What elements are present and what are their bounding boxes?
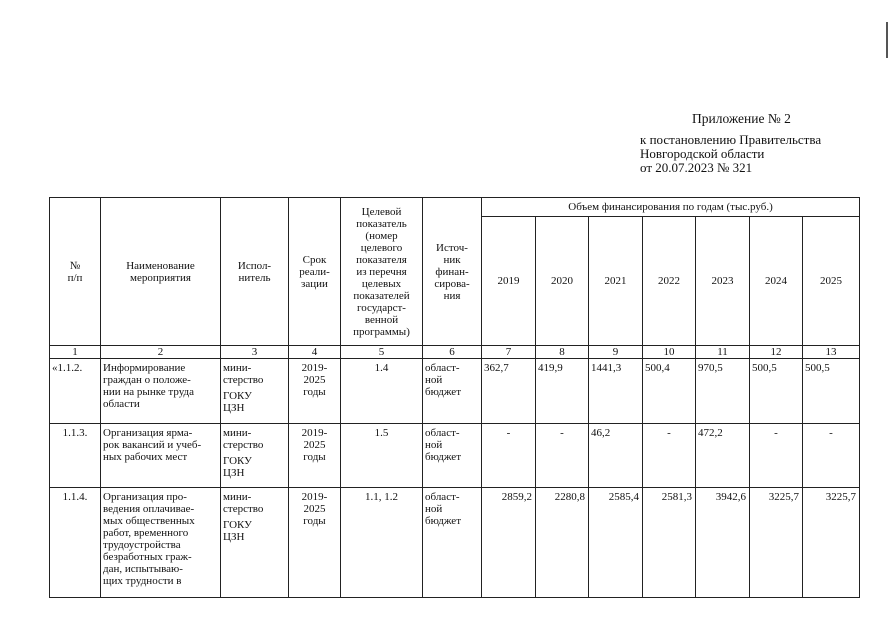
appendix-header <box>640 112 890 175</box>
row-executor-ministry: мини- стерство <box>223 491 264 515</box>
appendix-line-2: Новгородской области <box>640 146 765 161</box>
row-value: 2859,2 <box>482 488 536 598</box>
row-executor <box>221 359 289 424</box>
header-num: № п/п <box>50 198 101 346</box>
row-value: 500,5 <box>803 359 860 424</box>
row-value: 2585,4 <box>589 488 643 598</box>
header-year: 2024 <box>750 217 803 346</box>
row-value: 472,2 <box>696 424 750 488</box>
scan-edge-mark <box>886 22 888 58</box>
row-name: Информирование граждан о положе- нии на рынке труда области <box>101 359 221 424</box>
column-number: 10 <box>643 346 696 359</box>
row-value: 3225,7 <box>803 488 860 598</box>
appendix-line-3: от 20.07.2023 № 321 <box>640 160 753 175</box>
row-value: 419,9 <box>536 359 589 424</box>
header-year: 2023 <box>696 217 750 346</box>
row-term: 2019- 2025 годы <box>289 424 341 488</box>
column-number: 12 <box>750 346 803 359</box>
table-row <box>50 424 860 488</box>
row-term: 2019- 2025 годы <box>289 359 341 424</box>
column-number: 8 <box>536 346 589 359</box>
header-funding: Объем финансирования по годам (тыс.руб.) <box>482 198 860 217</box>
header-year: 2025 <box>803 217 860 346</box>
column-number-row <box>50 346 860 359</box>
column-number: 6 <box>423 346 482 359</box>
row-value: 3942,6 <box>696 488 750 598</box>
row-target: 1.5 <box>341 424 423 488</box>
header-term: Срок реали- зации <box>289 198 341 346</box>
row-value: - <box>536 424 589 488</box>
row-value: 500,4 <box>643 359 696 424</box>
row-target: 1.4 <box>341 359 423 424</box>
row-value: - <box>750 424 803 488</box>
row-value: 46,2 <box>589 424 643 488</box>
row-value: 1441,3 <box>589 359 643 424</box>
row-value: - <box>643 424 696 488</box>
row-executor <box>221 424 289 488</box>
column-number: 9 <box>589 346 643 359</box>
row-value: 3225,7 <box>750 488 803 598</box>
row-source: област- ной бюджет <box>423 488 482 598</box>
header-name: Наименование мероприятия <box>101 198 221 346</box>
row-value: 2581,3 <box>643 488 696 598</box>
header-target: Целевой показатель (номер целевого показателя из перечня целевых показателей государст- венной программы) <box>341 198 423 346</box>
row-value: - <box>803 424 860 488</box>
column-number: 13 <box>803 346 860 359</box>
header-executor: Испол- нитель <box>221 198 289 346</box>
appendix-line-1: к постановлению Правительства <box>640 132 822 147</box>
row-name: Организация про- ведения оплачивае- мых общественных работ, временного трудоустройства безработных граж- дан, испытываю- щих трудности в <box>101 488 221 598</box>
row-number: 1.1.3. <box>50 424 101 488</box>
row-number: 1.1.4. <box>50 488 101 598</box>
appendix-title: Приложение № 2 <box>692 111 791 126</box>
table-row <box>50 359 860 424</box>
row-term: 2019- 2025 годы <box>289 488 341 598</box>
row-value: 362,7 <box>482 359 536 424</box>
column-number: 4 <box>289 346 341 359</box>
row-executor <box>221 488 289 598</box>
column-number: 2 <box>101 346 221 359</box>
row-executor-center: ГОКУ ЦЗН <box>223 455 252 479</box>
row-executor-center: ГОКУ ЦЗН <box>223 519 252 543</box>
row-value: 2280,8 <box>536 488 589 598</box>
table-row <box>50 488 860 598</box>
row-source: област- ной бюджет <box>423 359 482 424</box>
row-executor-ministry: мини- стерство <box>223 427 264 451</box>
row-number: «1.1.2. <box>50 359 101 424</box>
header-year: 2019 <box>482 217 536 346</box>
column-number: 7 <box>482 346 536 359</box>
column-number: 1 <box>50 346 101 359</box>
header-year: 2021 <box>589 217 643 346</box>
row-value: 500,5 <box>750 359 803 424</box>
row-executor-ministry: мини- стерство <box>223 362 264 386</box>
column-number: 5 <box>341 346 423 359</box>
row-executor-center: ГОКУ ЦЗН <box>223 390 252 414</box>
header-row-1 <box>50 198 860 217</box>
column-number: 3 <box>221 346 289 359</box>
column-number: 11 <box>696 346 750 359</box>
funding-table <box>49 197 860 598</box>
row-source: област- ной бюджет <box>423 424 482 488</box>
row-target: 1.1, 1.2 <box>341 488 423 598</box>
header-source: Источ- ник финан- сирова- ния <box>423 198 482 346</box>
header-year: 2022 <box>643 217 696 346</box>
row-value: 970,5 <box>696 359 750 424</box>
header-year: 2020 <box>536 217 589 346</box>
row-value: - <box>482 424 536 488</box>
row-name: Организация ярма- рок вакансий и учеб- ных рабочих мест <box>101 424 221 488</box>
